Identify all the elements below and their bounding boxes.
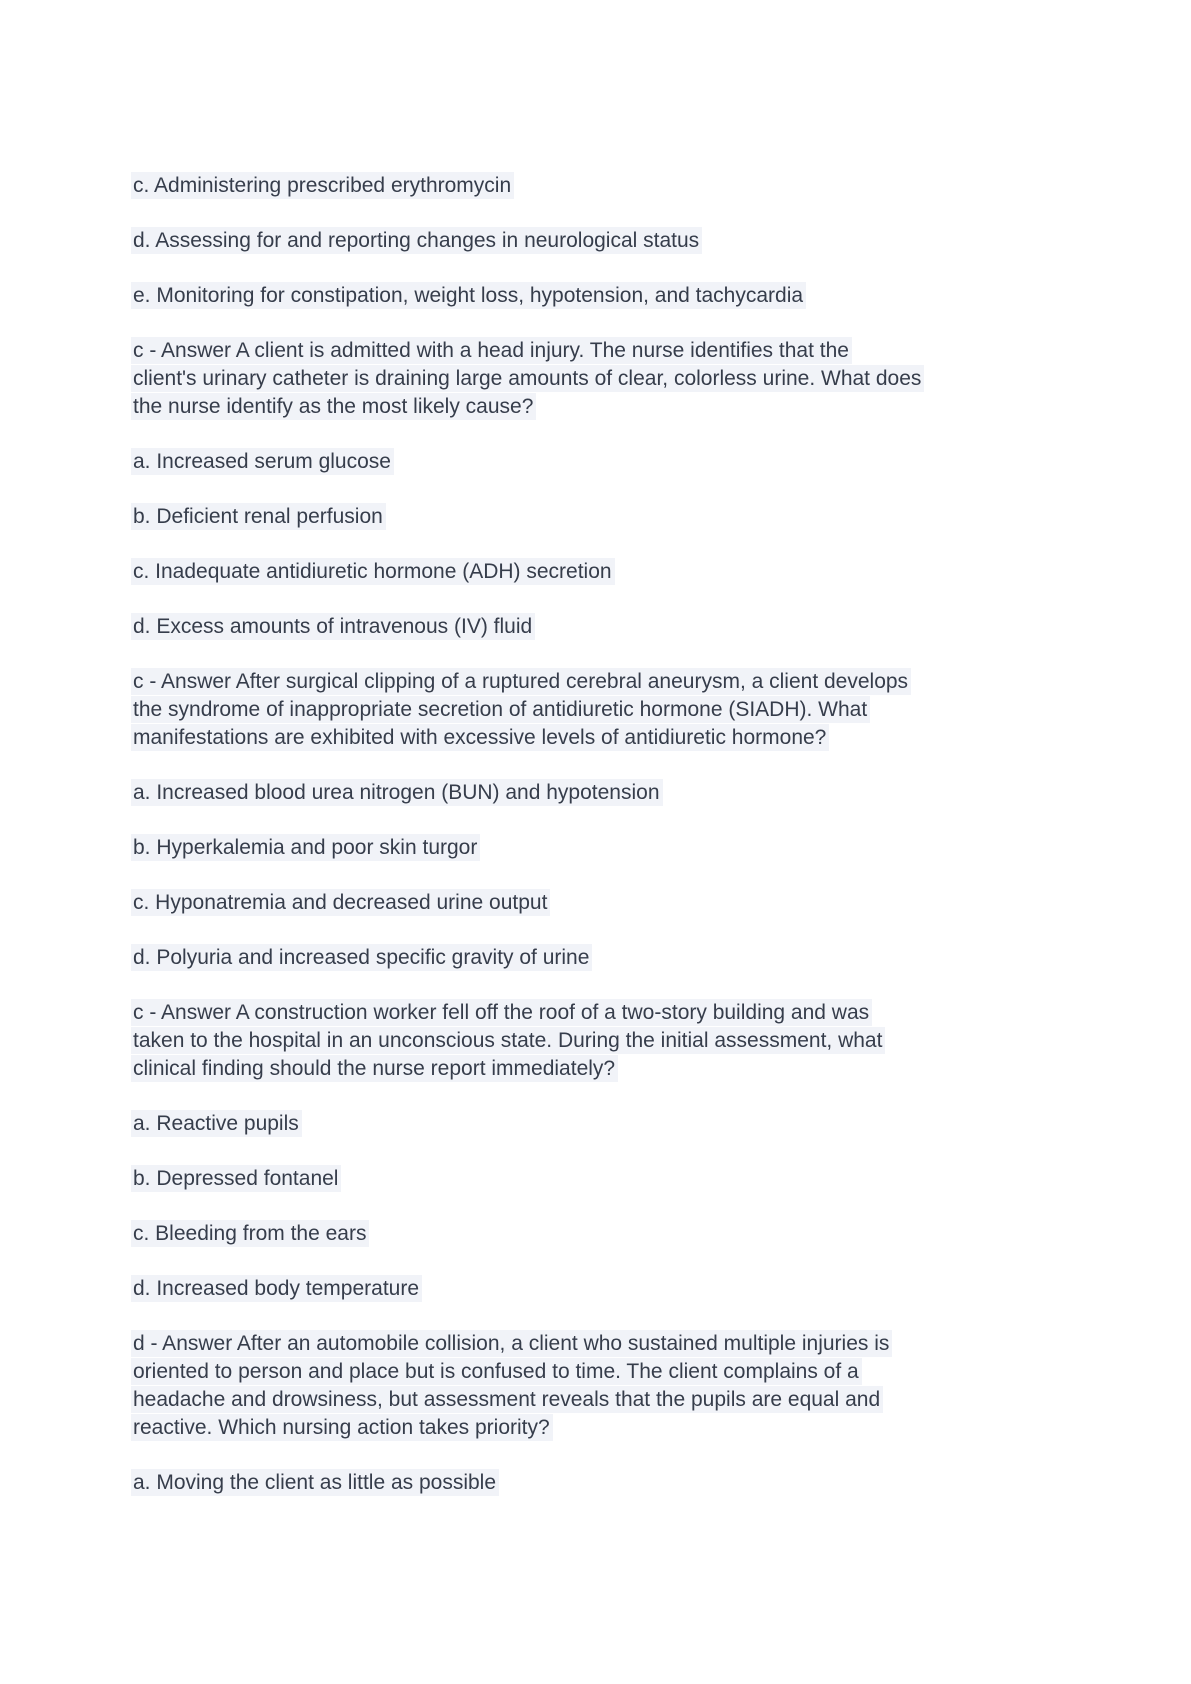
- text-line: [133, 1220, 1143, 1248]
- highlighted-text: a. Increased blood urea nitrogen (BUN) and hypotension: [131, 779, 663, 806]
- answer-option: [133, 1110, 1143, 1138]
- answer-option: [133, 558, 1143, 586]
- text-line: [133, 1110, 1143, 1138]
- text-line: [133, 448, 1143, 476]
- highlighted-text: d. Increased body temperature: [131, 1275, 422, 1302]
- highlighted-text: client's urinary catheter is draining large amounts of clear, colorless urine. What does: [131, 365, 924, 392]
- highlighted-text: c - Answer A construction worker fell off the roof of a two-story building and was: [131, 999, 872, 1026]
- text-line: [133, 944, 1143, 972]
- highlighted-text: oriented to person and place but is confused to time. The client complains of a: [131, 1358, 862, 1385]
- text-line: [133, 779, 1143, 807]
- text-line: [133, 1469, 1143, 1497]
- text-line: [133, 1055, 1143, 1083]
- question-answer-block: [133, 337, 1143, 421]
- answer-option: [133, 172, 1143, 200]
- text-line: [133, 393, 1143, 421]
- text-line: [133, 1027, 1143, 1055]
- text-line: [133, 282, 1143, 310]
- text-line: [133, 889, 1143, 917]
- highlighted-text: the syndrome of inappropriate secretion of antidiuretic hormone (SIADH). What: [131, 696, 870, 723]
- highlighted-text: taken to the hospital in an unconscious state. During the initial assessment, what: [131, 1027, 885, 1054]
- highlighted-text: d - Answer After an automobile collision, a client who sustained multiple injuries is: [131, 1330, 892, 1357]
- answer-option: [133, 834, 1143, 862]
- answer-option: [133, 613, 1143, 641]
- highlighted-text: d. Polyuria and increased specific gravity of urine: [131, 944, 592, 971]
- highlighted-text: e. Monitoring for constipation, weight loss, hypotension, and tachycardia: [131, 282, 806, 309]
- text-line: [133, 696, 1143, 724]
- answer-option: [133, 779, 1143, 807]
- text-line: [133, 613, 1143, 641]
- text-line: [133, 999, 1143, 1027]
- question-answer-block: [133, 668, 1143, 752]
- highlighted-text: c - Answer A client is admitted with a head injury. The nurse identifies that the: [131, 337, 852, 364]
- text-line: [133, 227, 1143, 255]
- highlighted-text: b. Hyperkalemia and poor skin turgor: [131, 834, 480, 861]
- highlighted-text: a. Reactive pupils: [131, 1110, 302, 1137]
- text-line: [133, 834, 1143, 862]
- highlighted-text: b. Depressed fontanel: [131, 1165, 341, 1192]
- highlighted-text: d. Excess amounts of intravenous (IV) fluid: [131, 613, 535, 640]
- answer-option: [133, 1469, 1143, 1497]
- highlighted-text: the nurse identify as the most likely cause?: [131, 393, 536, 420]
- text-line: [133, 1358, 1143, 1386]
- highlighted-text: c. Hyponatremia and decreased urine output: [131, 889, 550, 916]
- answer-option: [133, 889, 1143, 917]
- text-line: [133, 1414, 1143, 1442]
- answer-option: [133, 503, 1143, 531]
- text-line: [133, 558, 1143, 586]
- text-line: [133, 503, 1143, 531]
- text-line: [133, 668, 1143, 696]
- text-line: [133, 365, 1143, 393]
- highlighted-text: c. Inadequate antidiuretic hormone (ADH) secretion: [131, 558, 615, 585]
- text-line: [133, 172, 1143, 200]
- highlighted-text: c - Answer After surgical clipping of a ruptured cerebral aneurysm, a client develops: [131, 668, 911, 695]
- document-page: [133, 172, 1143, 1497]
- highlighted-text: a. Increased serum glucose: [131, 448, 394, 475]
- text-line: [133, 337, 1143, 365]
- text-line: [133, 724, 1143, 752]
- highlighted-text: a. Moving the client as little as possible: [131, 1469, 499, 1496]
- text-line: [133, 1165, 1143, 1193]
- answer-option: [133, 1220, 1143, 1248]
- answer-option: [133, 944, 1143, 972]
- question-answer-block: [133, 999, 1143, 1083]
- highlighted-text: c. Administering prescribed erythromycin: [131, 172, 514, 199]
- answer-option: [133, 227, 1143, 255]
- highlighted-text: c. Bleeding from the ears: [131, 1220, 369, 1247]
- highlighted-text: clinical finding should the nurse report immediately?: [131, 1055, 618, 1082]
- highlighted-text: headache and drowsiness, but assessment reveals that the pupils are equal and: [131, 1386, 883, 1413]
- text-line: [133, 1330, 1143, 1358]
- text-line: [133, 1386, 1143, 1414]
- answer-option: [133, 448, 1143, 476]
- highlighted-text: reactive. Which nursing action takes priority?: [131, 1414, 553, 1441]
- answer-option: [133, 1165, 1143, 1193]
- question-answer-block: [133, 1330, 1143, 1442]
- answer-option: [133, 1275, 1143, 1303]
- highlighted-text: b. Deficient renal perfusion: [131, 503, 386, 530]
- highlighted-text: d. Assessing for and reporting changes in neurological status: [131, 227, 702, 254]
- text-line: [133, 1275, 1143, 1303]
- highlighted-text: manifestations are exhibited with excessive levels of antidiuretic hormone?: [131, 724, 829, 751]
- answer-option: [133, 282, 1143, 310]
